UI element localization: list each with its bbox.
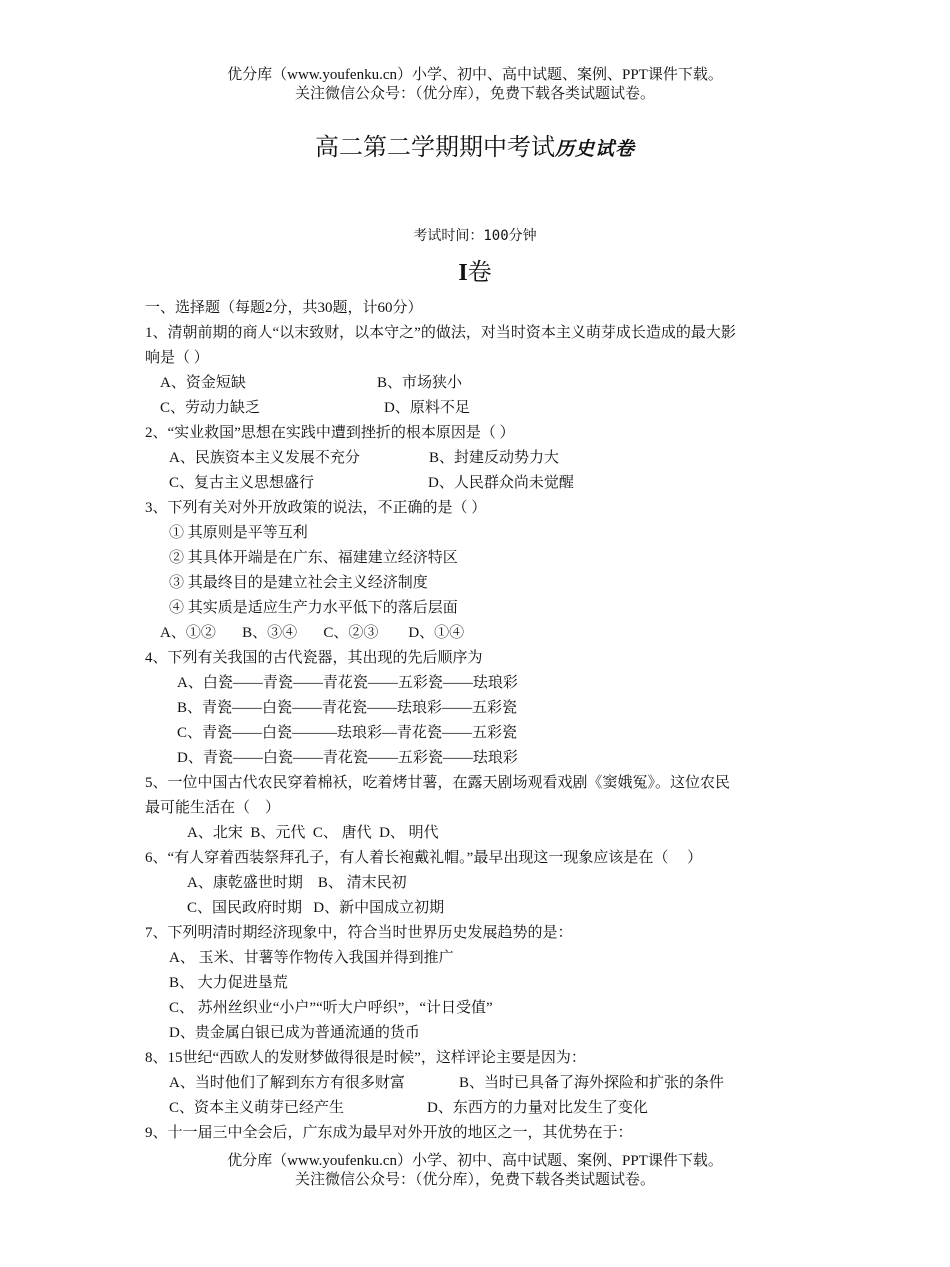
question-8-stem: 8、15世纪“西欧人的发财梦做得很是时候”，这样评论主要是因为： xyxy=(145,1050,586,1066)
q5-options: A、北宋 B、元代 C、 唐代 D、 明代 xyxy=(187,825,439,841)
q7-option-a: A、 玉米、甘薯等作物传入我国并得到推广 xyxy=(169,950,454,966)
q7-option-d: D、贵金属白银已成为普通流通的货币 xyxy=(169,1025,420,1041)
q4-option-a: A、白瓷——青瓷——青花瓷——五彩瓷——珐琅彩 xyxy=(177,675,518,691)
q2-option-d: D、人民群众尚未觉醒 xyxy=(428,475,574,491)
question-5-stem-cont: 最可能生活在（ ） xyxy=(145,800,281,816)
q7-option-c: C、 苏州丝织业“小户”“听大户呼织”，“计日受值” xyxy=(169,1000,493,1016)
volume-roman: I xyxy=(458,260,468,286)
question-9-stem: 9、十一届三中全会后，广东成为最早对外开放的地区之一，其优势在于： xyxy=(145,1125,633,1141)
q8-option-c: C、资本主义萌芽已经产生 xyxy=(169,1100,345,1116)
question-2-options-row-1 xyxy=(145,446,815,471)
question-8-options-row-1 xyxy=(145,1071,815,1096)
q3-statement-1: ① 其原则是平等互利 xyxy=(169,525,308,541)
q8-option-b: B、当时已具备了海外探险和扩张的条件 xyxy=(459,1075,725,1091)
q3-statement-3: ③ 其最终目的是建立社会主义经济制度 xyxy=(169,575,428,591)
q2-option-c: C、复古主义思想盛行 xyxy=(169,475,315,491)
title-emphasis: 历史试卷 xyxy=(554,138,635,160)
question-body xyxy=(145,296,815,1146)
q3-options: A、①② B、③④ C、②③ D、①④ xyxy=(160,625,465,641)
q6-options-cd: C、国民政府时期 D、新中国成立初期 xyxy=(187,900,445,916)
question-1-options-row-2 xyxy=(145,396,815,421)
q1-option-b: B、市场狭小 xyxy=(377,375,463,391)
page-footer xyxy=(0,1152,950,1190)
q7-option-b: B、 大力促进垦荒 xyxy=(169,975,288,991)
footer-line-1: 优分库（www.youfenku.cn）小学、初中、高中试题、案例、PPT课件下载。 xyxy=(227,1153,723,1169)
section-heading: 一、选择题（每题2分，共30题，计60分） xyxy=(145,300,423,316)
q8-option-a: A、当时他们了解到东方有很多财富 xyxy=(169,1075,405,1091)
q2-option-b: B、封建反动势力大 xyxy=(429,450,560,466)
q3-statement-2: ② 其具体开端是在广东、福建建立经济特区 xyxy=(169,550,458,566)
question-5-stem: 5、一位中国古代农民穿着棉袄，吃着烤甘薯，在露天剧场观看戏剧《窦娥冤》。这位农民 xyxy=(145,775,731,791)
header-line-2: 关注微信公众号：（优分库），免费下载各类试题试卷。 xyxy=(294,86,655,102)
page-header xyxy=(0,66,950,104)
question-6-stem: 6、“有人穿着西装祭拜孔子，有人着长袍戴礼帽。”最早出现这一现象应该是在（ ） xyxy=(145,850,703,866)
exam-time: 考试时间：100分钟 xyxy=(413,228,537,244)
question-2-stem: 2、“实业救国”思想在实践中遭到挫折的根本原因是（ ） xyxy=(145,425,515,441)
exam-title xyxy=(0,132,950,165)
q6-options-ab: A、康乾盛世时期 B、 清末民初 xyxy=(187,875,407,891)
question-7-stem: 7、下列明清时期经济现象中，符合当时世界历史发展趋势的是： xyxy=(145,925,573,941)
volume-label: 卷 xyxy=(467,260,492,286)
volume-heading xyxy=(0,257,950,289)
q4-option-d: D、青瓷——白瓷——青花瓷——五彩瓷——珐琅彩 xyxy=(177,750,518,766)
question-8-options-row-2 xyxy=(145,1096,815,1121)
q8-option-d: D、东西方的力量对比发生了变化 xyxy=(427,1100,648,1116)
q1-option-c: C、劳动力缺乏 xyxy=(160,400,261,416)
title-main: 高二第二学期期中考试 xyxy=(314,135,555,161)
q1-option-a: A、资金短缺 xyxy=(160,375,246,391)
header-line-1: 优分库（www.youfenku.cn）小学、初中、高中试题、案例、PPT课件下载。 xyxy=(227,67,723,83)
q1-option-d: D、原料不足 xyxy=(384,400,470,416)
question-2-options-row-2 xyxy=(145,471,815,496)
question-1-stem-cont: 响是（ ） xyxy=(145,350,209,366)
q4-option-c: C、青瓷——白瓷———珐琅彩—青花瓷——五彩瓷 xyxy=(177,725,518,741)
q3-statement-4: ④ 其实质是适应生产力水平低下的落后层面 xyxy=(169,600,458,616)
question-4-stem: 4、下列有关我国的古代瓷器，其出现的先后顺序为 xyxy=(145,650,483,666)
q2-option-a: A、民族资本主义发展不充分 xyxy=(169,450,360,466)
question-1-options-row-1 xyxy=(145,371,815,396)
footer-line-2: 关注微信公众号：（优分库），免费下载各类试题试卷。 xyxy=(294,1172,655,1188)
q4-option-b: B、青瓷——白瓷——青花瓷——珐琅彩——五彩瓷 xyxy=(177,700,518,716)
question-1-stem: 1、清朝前期的商人“以末致财，以本守之”的做法，对当时资本主义萌芽成长造成的最大影 xyxy=(145,325,736,341)
question-3-stem: 3、下列有关对外开放政策的说法，不正确的是（ ） xyxy=(145,500,487,516)
